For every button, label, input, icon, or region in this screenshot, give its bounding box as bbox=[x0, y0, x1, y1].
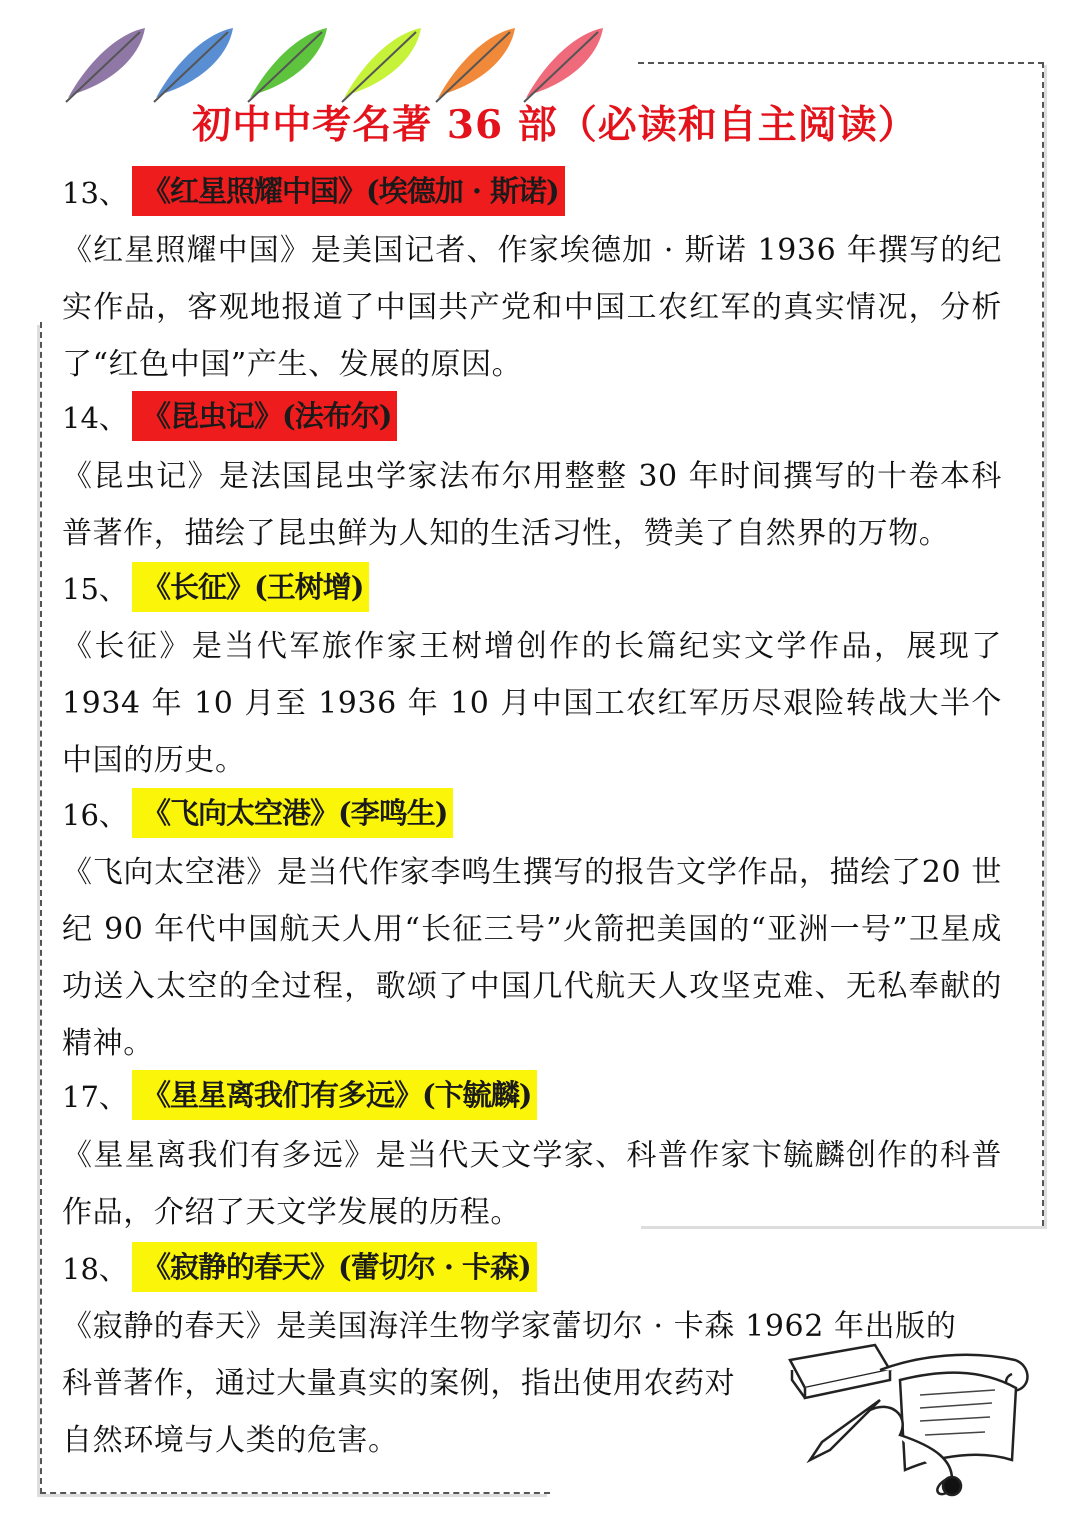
entry-heading bbox=[62, 166, 565, 216]
entry-heading bbox=[62, 1070, 537, 1120]
book-scroll-icon bbox=[780, 1340, 1050, 1510]
book-title-highlight: 《昆虫记》(法布尔) bbox=[132, 391, 397, 441]
entry-heading bbox=[62, 788, 453, 838]
entry-heading bbox=[62, 562, 369, 612]
entry-heading bbox=[62, 391, 397, 441]
entry-description: 《红星照耀中国》是美国记者、作家埃德加 · 斯诺 1936 年撰写的纪实作品，客观地报道了中国共产党和中国工农红军的真实情况，分析了“红色中国”产生、发展的原因。 bbox=[62, 233, 1002, 382]
entry-number: 18、 bbox=[62, 1251, 128, 1286]
entry-number: 15、 bbox=[62, 571, 128, 606]
entry-description: 《昆虫记》是法国昆虫学家法布尔用整整 30 年时间撰写的十卷本科普著作，描绘了昆虫鲜为人知的生活习性，赞美了自然界的万物。 bbox=[62, 459, 1002, 551]
entry-number: 14、 bbox=[62, 400, 128, 435]
feather-icon bbox=[436, 28, 515, 102]
book-title-highlight: 《寂静的春天》(蕾切尔 · 卡森) bbox=[132, 1242, 537, 1292]
entry-heading bbox=[62, 1242, 537, 1292]
entry-description: 《飞向太空港》是当代作家李鸣生撰写的报告文学作品，描绘了20 世纪 90 年代中国航天人用“长征三号”火箭把美国的“亚洲一号”卫星成功送入太空的全过程，歌颂了中国几代航天人攻坚克难、无私奉献的精神。 bbox=[62, 855, 1002, 1061]
feather-icon bbox=[342, 28, 421, 102]
book-title-highlight: 《星星离我们有多远》(卞毓麟) bbox=[132, 1070, 537, 1120]
description-line: 科普著作，通过大量真实的案例，指出使用农药对 bbox=[62, 1366, 736, 1401]
page-title: 初中中考名著 36 部（必读和自主阅读） bbox=[192, 102, 918, 148]
entry-description: 《星星离我们有多远》是当代天文学家、科普作家卞毓麟创作的科普作品，介绍了天文学发展的历程。 bbox=[62, 1138, 1002, 1230]
entry-number: 13、 bbox=[62, 175, 128, 210]
book-title-highlight: 《飞向太空港》(李鸣生) bbox=[132, 788, 453, 838]
description-line: 《寂静的春天》是美国海洋生物学家蕾切尔 · 卡森 1962 年出版的 bbox=[62, 1309, 957, 1344]
entry-number: 17、 bbox=[62, 1079, 128, 1114]
feather-icon bbox=[248, 28, 327, 102]
entry-description: 《长征》是当代军旅作家王树增创作的长篇纪实文学作品，展现了1934 年 10 月至 1936 年 10 月中国工农红军历尽艰险转战大半个中国的历史。 bbox=[62, 629, 1002, 778]
book-title-highlight: 《长征》(王树增) bbox=[132, 562, 369, 612]
entry-number: 16、 bbox=[62, 797, 128, 832]
feather-icon bbox=[524, 28, 603, 102]
book-title-highlight: 《红星照耀中国》(埃德加 · 斯诺) bbox=[132, 166, 565, 216]
description-line: 自然环境与人类的危害。 bbox=[62, 1423, 399, 1458]
feather-icon bbox=[154, 28, 233, 102]
feather-icon bbox=[66, 28, 145, 102]
